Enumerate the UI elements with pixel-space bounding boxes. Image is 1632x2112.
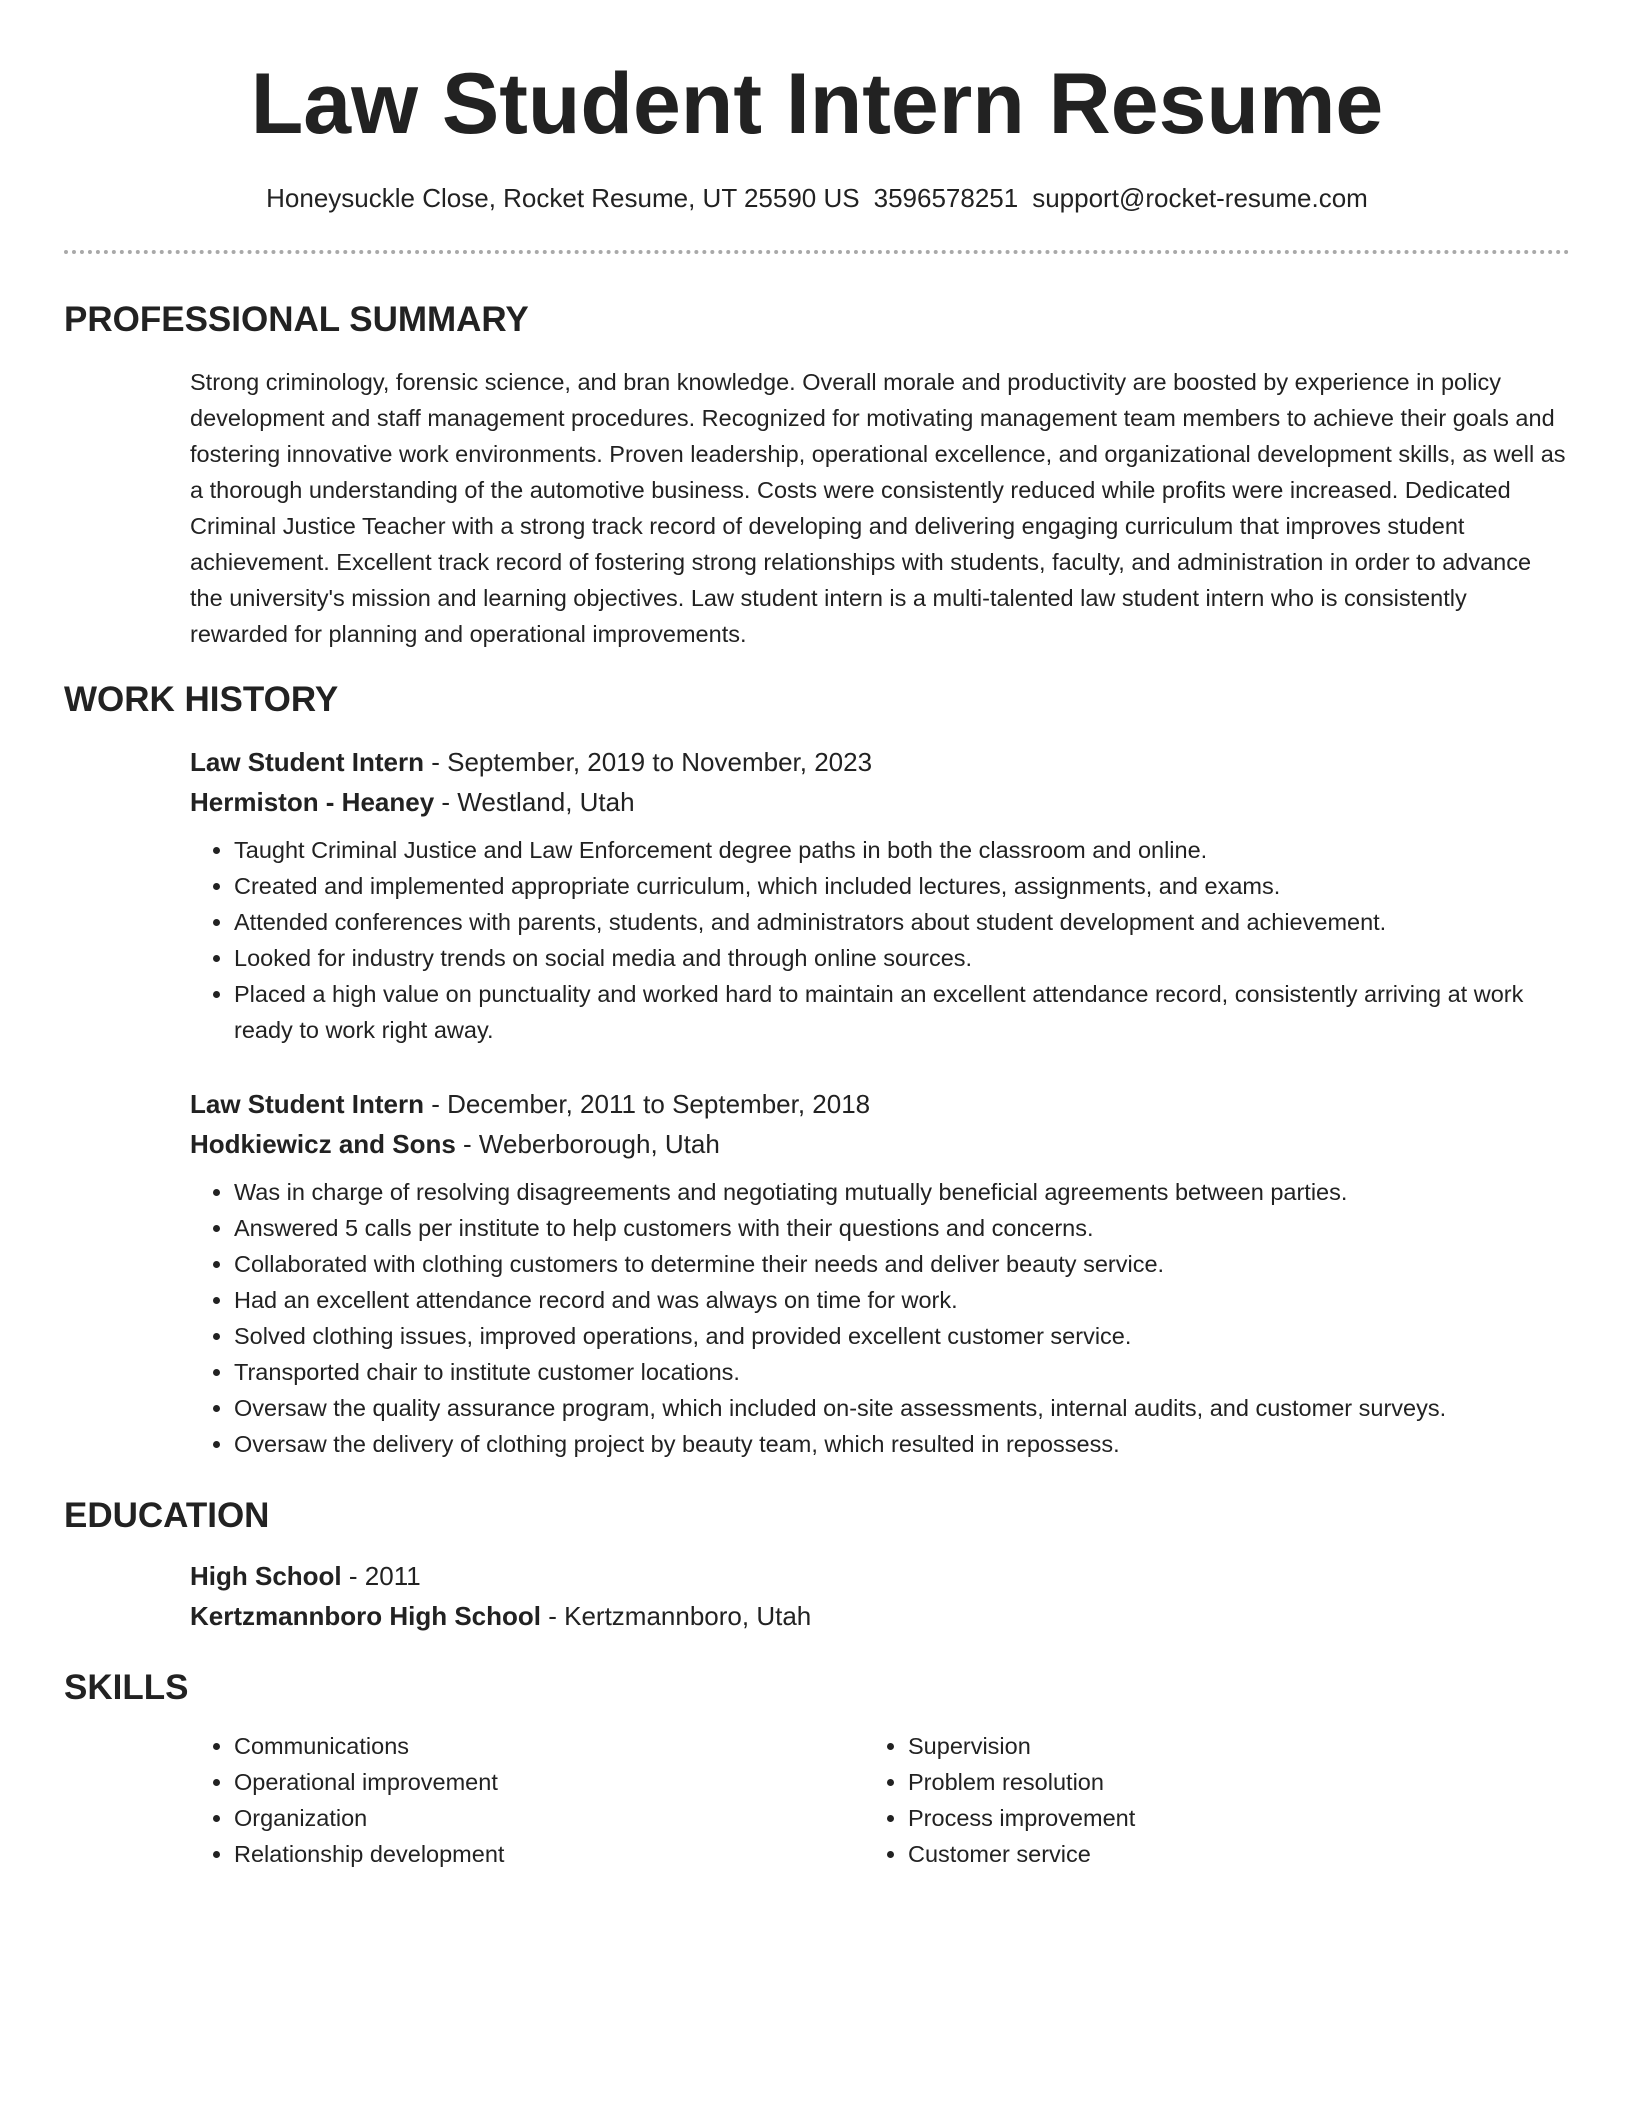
list-item: • Was in charge of resolving disagreements and negotiating mutually beneficial agreements between parties. xyxy=(234,1174,1570,1210)
skill-item: • Communications xyxy=(234,1728,830,1764)
contact-phone: 3596578251 xyxy=(873,183,1019,213)
list-item: • Collaborated with clothing customers to determine their needs and deliver beauty service. xyxy=(234,1246,1570,1282)
job-company-line xyxy=(190,782,1570,822)
skills-list-right xyxy=(864,1728,1504,1872)
skills-column-left xyxy=(190,1728,830,1872)
job-bullets xyxy=(190,832,1570,1048)
section-title-work: WORK HISTORY xyxy=(64,680,339,719)
skill-item: • Supervision xyxy=(908,1728,1504,1764)
list-item: • Attended conferences with parents, students, and administrators about student development and achievement. xyxy=(234,904,1570,940)
job-title-line xyxy=(190,742,1570,782)
job-company: Hermiston - Heaney xyxy=(190,787,435,817)
job-dates: - December, 2011 to September, 2018 xyxy=(424,1089,871,1119)
job-company: Hodkiewicz and Sons xyxy=(190,1129,456,1159)
section-title-summary: PROFESSIONAL SUMMARY xyxy=(64,300,529,339)
skill-item: • Operational improvement xyxy=(234,1764,830,1800)
list-item: • Transported chair to institute customer locations. xyxy=(234,1354,1570,1390)
skills-column-right xyxy=(864,1728,1504,1872)
contact-line xyxy=(64,180,1570,216)
job-company-line xyxy=(190,1124,1570,1164)
job-title-line xyxy=(190,1084,1570,1124)
section-title-skills: SKILLS xyxy=(64,1668,189,1707)
skill-item: • Relationship development xyxy=(234,1836,830,1872)
list-item: • Oversaw the delivery of clothing project by beauty team, which resulted in repossess. xyxy=(234,1426,1570,1462)
list-item: • Oversaw the quality assurance program, which included on-site assessments, internal audits, and customer surveys. xyxy=(234,1390,1570,1426)
skill-item: • Problem resolution xyxy=(908,1764,1504,1800)
education-degree: High School xyxy=(190,1561,342,1591)
summary-text: Strong criminology, forensic science, and bran knowledge. Overall morale and productivity are boosted by experience in policy development and staff management procedures. Recognized for motivating management team members to achieve their goals and fostering innovative work environments. Proven leadership, operational excellence, and organizational development skills, as well as a thorough understanding of the automotive business. Costs were consistently reduced while profits were increased. Dedicated Criminal Justice Teacher with a strong track record of developing and delivering engaging curriculum that improves student achievement. Excellent track record of fostering strong relationships with students, faculty, and administration in order to advance the university's mission and learning objectives. Law student intern is a multi-talented law student intern who is consistently rewarded for planning and operational improvements. xyxy=(190,369,1566,647)
list-item: • Created and implemented appropriate curriculum, which included lectures, assignments, and exams. xyxy=(234,868,1570,904)
education-degree-line xyxy=(190,1556,1570,1596)
job-entry-1 xyxy=(190,742,1570,1048)
summary-block xyxy=(190,364,1570,652)
list-item: • Answered 5 calls per institute to help customers with their questions and concerns. xyxy=(234,1210,1570,1246)
education-location: - Kertzmannboro, Utah xyxy=(541,1601,812,1631)
skill-item: • Organization xyxy=(234,1800,830,1836)
job-location: - Westland, Utah xyxy=(434,787,635,817)
list-item: • Placed a high value on punctuality and worked hard to maintain an excellent attendance record, consistently arriving at work ready to work right away. xyxy=(234,976,1570,1048)
list-item: • Had an excellent attendance record and was always on time for work. xyxy=(234,1282,1570,1318)
page-title: Law Student Intern Resume xyxy=(250,56,1384,152)
contact-address: Honeysuckle Close, Rocket Resume, UT 25590 US xyxy=(266,183,860,213)
list-item: • Solved clothing issues, improved operations, and provided excellent customer service. xyxy=(234,1318,1570,1354)
job-title: Law Student Intern xyxy=(190,1089,424,1119)
skills-list-left xyxy=(190,1728,830,1872)
job-location: - Weberborough, Utah xyxy=(455,1129,720,1159)
education-entry xyxy=(190,1556,1570,1636)
job-title: Law Student Intern xyxy=(190,747,424,777)
job-entry-2 xyxy=(190,1084,1570,1462)
education-year: - 2011 xyxy=(341,1561,421,1591)
education-school: Kertzmannboro High School xyxy=(190,1601,541,1631)
section-title-education: EDUCATION xyxy=(64,1496,270,1535)
education-school-line xyxy=(190,1596,1570,1636)
job-dates: - September, 2019 to November, 2023 xyxy=(424,747,873,777)
skill-item: • Process improvement xyxy=(908,1800,1504,1836)
job-bullets xyxy=(190,1174,1570,1462)
header-divider xyxy=(64,250,1570,254)
list-item: • Looked for industry trends on social media and through online sources. xyxy=(234,940,1570,976)
skill-item: • Customer service xyxy=(908,1836,1504,1872)
list-item: • Taught Criminal Justice and Law Enforcement degree paths in both the classroom and online. xyxy=(234,832,1570,868)
contact-email: support@rocket-resume.com xyxy=(1032,183,1368,213)
